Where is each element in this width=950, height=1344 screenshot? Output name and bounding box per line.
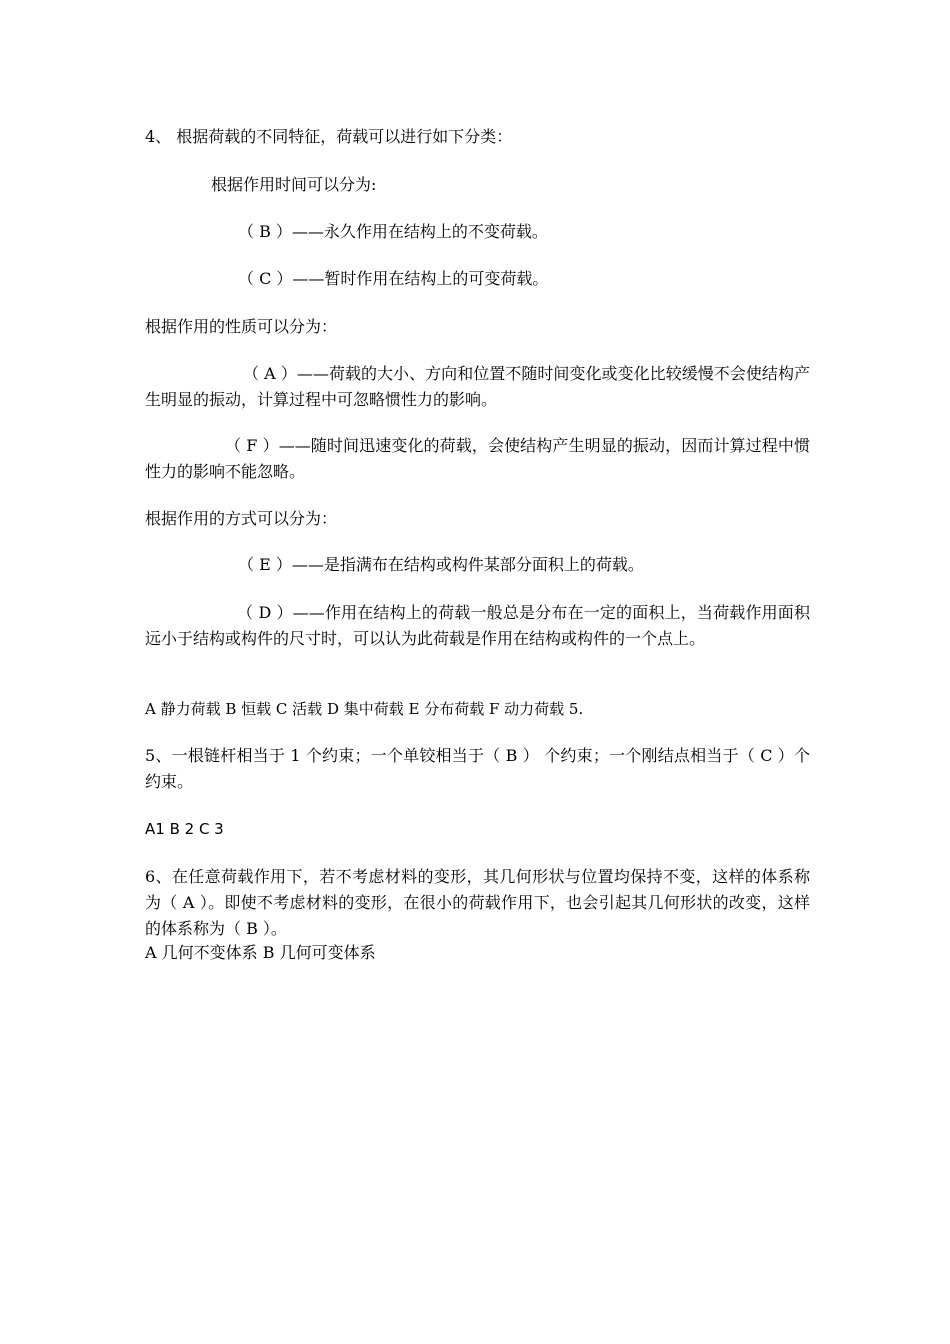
- manner-item-concentrated: （ D ）——作用在结构上的荷载一般总是分布在一定的面积上，当荷载作用面积远小于结构或构件的尺寸时，可以认为此荷载是作用在结构或构件的一个点上。: [145, 603, 810, 648]
- question-5-text: 5、一根链杆相当于 1 个约束；一个单铰相当于（ B ） 个约束；一个刚结点相当于（ C ）个约束。: [145, 746, 810, 791]
- time-item-permanent: （ B ）——永久作用在结构上的不变荷载。: [238, 222, 548, 241]
- question-4-options: A 静力荷载 B 恒载 C 活载 D 集中荷载 E 分布荷载 F 动力荷载 5.: [145, 700, 584, 718]
- manner-classification-heading: 根据作用的方式可以分为：: [145, 509, 338, 528]
- question-5-options: A1 B 2 C 3: [145, 820, 224, 838]
- time-classification-heading: 根据作用时间可以分为:: [211, 175, 377, 194]
- nature-item-dynamic: （ F ）——随时间迅速变化的荷载，会使结构产生明显的振动，因而计算过程中惯性力的影响不能忽略。: [145, 436, 810, 481]
- nature-item-static: （ A ）——荷载的大小、方向和位置不随时间变化或变化比较缓慢不会使结构产生明显的振动，计算过程中可忽略惯性力的影响。: [145, 364, 810, 409]
- question-4-intro: 4、 根据荷载的不同特征，荷载可以进行如下分类：: [145, 127, 513, 146]
- question-6-text: 6、在任意荷载作用下，若不考虑材料的变形，其几何形状与位置均保持不变，这样的体系称为（ A ）。即使不考虑材料的变形，在很小的荷载作用下，也会引起其几何形状的改变，这样的体系称为（ B ）。: [145, 867, 810, 938]
- question-6-options: A 几何不变体系 B 几何可变体系: [145, 943, 376, 962]
- nature-classification-heading: 根据作用的性质可以分为：: [145, 317, 338, 336]
- time-item-variable: （ C ）——暂时作用在结构上的可变荷载。: [238, 269, 549, 288]
- manner-item-distributed: （ E ）——是指满布在结构或构件某部分面积上的荷载。: [238, 555, 644, 574]
